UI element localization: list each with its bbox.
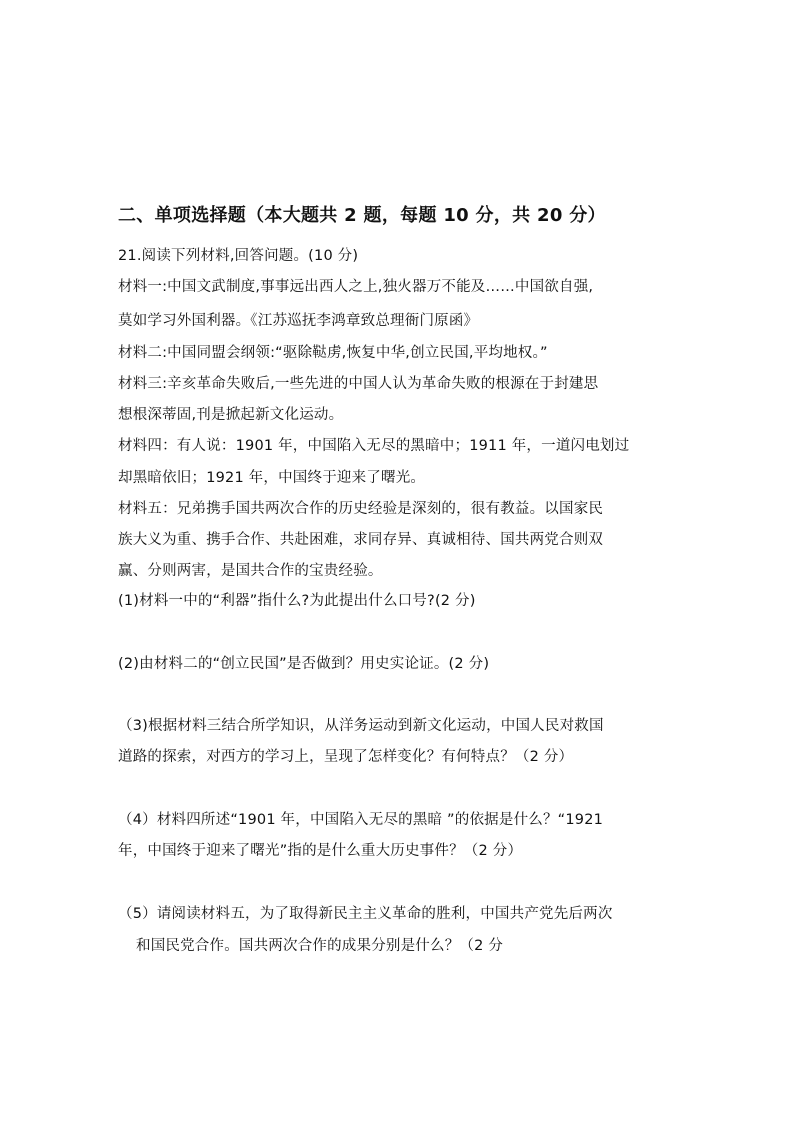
sub-question-3-line-1: （3)根据材料三结合所学知识，从洋务运动到新文化运动，中国人民对救国 (118, 718, 604, 734)
material-four-line-2: 却黑暗依旧；1921 年，中国终于迎来了曙光。 (118, 470, 426, 486)
material-five-line-3: 赢、分则两害，是国共合作的宝贵经验。 (118, 563, 383, 579)
material-one-line-1: 材料一:中国文武制度,事事远出西人之上,独火器万不能及……中国欲自强, (118, 279, 594, 295)
material-five-line-2: 族大义为重、携手合作、共赴困难，求同存异、真诚相待、国共两党合则双 (118, 532, 604, 548)
section-heading: 二、单项选择题（本大题共 2 题，每题 10 分，共 20 分） (118, 205, 606, 226)
sub-question-4-line-2: 年，中国终于迎来了曙光”指的是什么重大历史事件？（2 分） (118, 843, 523, 859)
sub-question-1: (1)材料一中的“利器”指什么?为此提出什么口号?(2 分) (118, 593, 476, 609)
sub-question-2: (2)由材料二的“创立民国”是否做到？用史实论证。(2 分) (118, 656, 490, 672)
question-intro: 21.阅读下列材料,回答问题。(10 分) (118, 248, 359, 264)
sub-question-5-line-2: 和国民党合作。国共两次合作的成果分别是什么？（2 分 (136, 938, 504, 954)
sub-question-3-line-2: 道路的探索，对西方的学习上，呈现了怎样变化？有何特点？（2 分） (118, 749, 574, 765)
material-three-line-2: 想根深蒂固,刊是掀起新文化运动。 (118, 407, 344, 423)
material-one-line-2: 莫如学习外国利器。《江苏巡抚李鸿章致总理衙门原函》 (118, 313, 479, 329)
sub-question-5-line-1: （5）请阅读材料五，为了取得新民主主义革命的胜利，中国共产党先后两次 (118, 906, 613, 922)
material-four-line-1: 材料四：有人说：1901 年，中国陷入无尽的黑暗中；1911 年，一道闪电划过 (118, 438, 630, 454)
sub-question-4-line-1: （4）材料四所述“1901 年，中国陷入无尽的黑暗 ”的依据是什么？“1921 (118, 812, 604, 828)
material-five-line-1: 材料五：兄弟携手国共两次合作的历史经验是深刻的，很有教益。以国家民 (118, 501, 604, 517)
material-three-line-1: 材料三:辛亥革命失败后,一些先进的中国人认为革命失败的根源在于封建思 (118, 376, 599, 392)
material-two-line-1: 材料二:中国同盟会纲领:“驱除鞑虏,恢复中华,创立民国,平均地权。” (118, 345, 548, 361)
